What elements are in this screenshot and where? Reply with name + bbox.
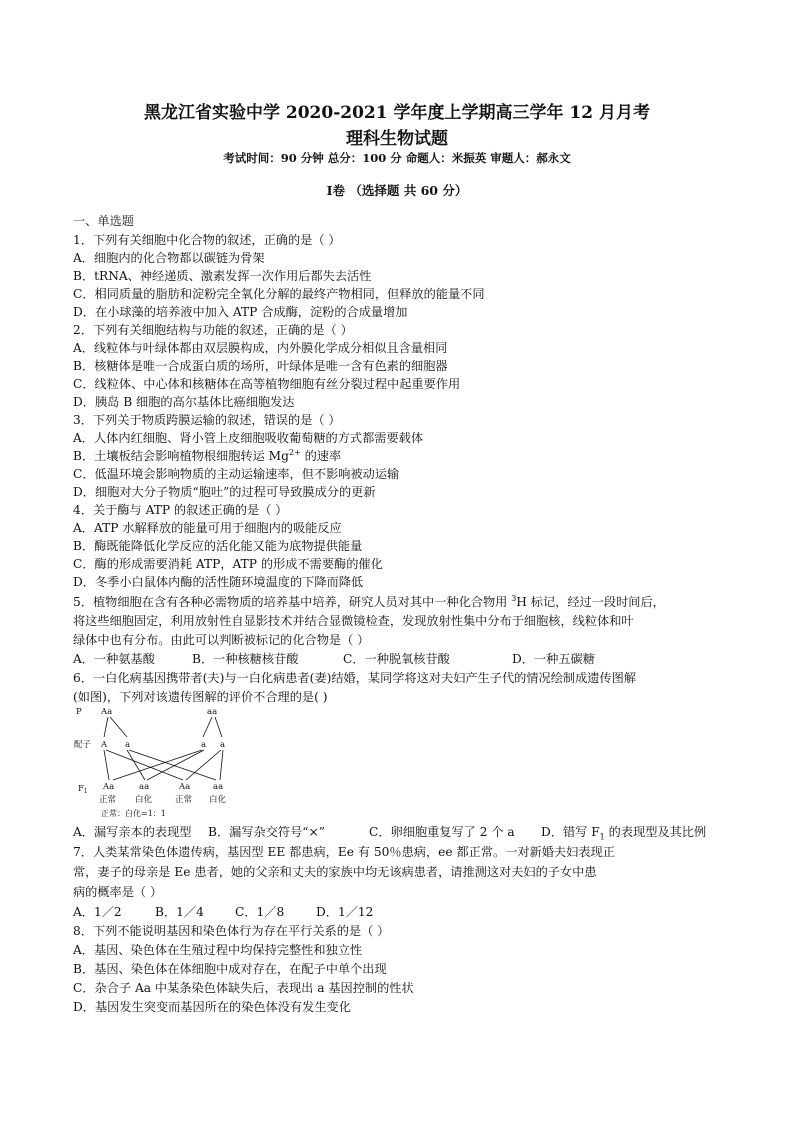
part-heading: Ⅰ卷 （选择题 共 60 分） — [326, 183, 468, 198]
exam-subtitle: 理科生物试题 — [346, 129, 448, 149]
question-1-option-a: A．细胞内的化合物都以碳链为骨架 — [73, 251, 265, 265]
diagram-gamete-a4: a — [220, 740, 226, 750]
question-6-option-b: B．漏写杂交符号“×” — [208, 825, 325, 839]
diagram-offspring-phenotype-1: 正常 — [99, 795, 117, 805]
question-1-stem: 1．下列有关细胞中化合物的叙述，正确的是（ ） — [73, 233, 341, 247]
diagram-offspring-genotype-3: Aa — [179, 782, 191, 792]
diagram-offspring-phenotype-3: 正常 — [175, 795, 193, 805]
question-4-option-b: B．酶既能降低化学反应的活化能又能为底物提供能量 — [73, 539, 363, 553]
question-7-line-1: 7．人类某常染色体遗传病，基因型 EE 都患病，Ee 有 50％患病，ee 都正常。一对新婚夫妇表现正 — [73, 845, 615, 859]
diagram-offspring-phenotype-4: 白化 — [209, 795, 227, 805]
question-7-line-3: 病的概率是（ ） — [73, 885, 163, 899]
question-2-stem: 2．下列有关细胞结构与功能的叙述，正确的是（ ） — [73, 323, 353, 337]
diagram-gamete-label: 配子 — [74, 740, 92, 750]
question-6-line-1: 6．一白化病基因携带者(夫)与一白化病患者(妻)结婚，某同学将这对夫妇产生子代的情况绘制成遗传图解 — [73, 671, 637, 685]
question-6-option-d: D．错写 $F_1$ 的表现型及其比例 — [541, 825, 707, 842]
question-6-option-c: C．卵细胞重复写了 2 个 a — [369, 825, 515, 839]
question-5-option-c: C．一种脱氧核苷酸 — [343, 652, 450, 666]
section-heading: 一、单选题 — [73, 214, 134, 228]
diagram-gamete-a2: a — [125, 740, 131, 750]
question-5-option-b: B．一种核糖核苷酸 — [192, 652, 299, 666]
question-4-option-a: A．ATP 水解释放的能量可用于细胞内的吸能反应 — [73, 521, 342, 535]
question-4-option-c: C．酶的形成需要消耗 ATP，ATP 的形成不需要酶的催化 — [73, 557, 383, 571]
question-3-option-b: B．土壤板结会影响植物根细胞转运 $Mg^{2+}$ 的速率 — [73, 447, 342, 463]
question-5-option-a: A．一种氨基酸 — [73, 652, 155, 666]
question-8-option-a: A．基因、染色体在生殖过程中均保持完整性和独立性 — [73, 943, 363, 957]
question-3-option-c: C．低温环境会影响物质的主动运输速率，但不影响被动运输 — [73, 467, 400, 481]
exam-info: 考试时间：90 分钟 总分：100 分 命题人：米振英 审题人：郝永文 — [223, 151, 571, 165]
exam-title: 黑龙江省实验中学 2020-2021 学年度上学期高三学年 12 月月考 — [143, 103, 650, 123]
question-2-option-b: B．核糖体是唯一合成蛋白质的场所，叶绿体是唯一含有色素的细胞器 — [73, 359, 448, 373]
diagram-gamete-a3: a — [201, 740, 207, 750]
question-6-line-2: (如图)，下列对该遗传图解的评价不合理的是( ) — [73, 690, 328, 704]
diagram-offspring-genotype-1: Aa — [103, 782, 115, 792]
diagram-p-label: P — [76, 707, 82, 717]
question-7-option-d: D．1／12 — [316, 905, 374, 919]
diagram-f1-label: $F_1$ — [78, 784, 88, 795]
question-2-option-c: C．线粒体、中心体和核糖体在高等植物细胞有丝分裂过程中起重要作用 — [73, 377, 461, 391]
question-1-option-c: C．相同质量的脂肪和淀粉完全氧化分解的最终产物相同，但释放的能量不同 — [73, 287, 485, 301]
question-5-line-3: 绿体中也有分布。由此可以判断被标记的化合物是（ ） — [73, 633, 370, 647]
question-7-line-2: 常，妻子的母亲是 Ee 患者，她的父亲和丈夫的家族中均无该病患者，请推测这对夫妇的子女中患 — [73, 865, 597, 879]
inheritance-diagram — [73, 703, 253, 819]
question-5-line-2: 将这些细胞固定，利用放射性自显影技术并结合显微镜检查，发现放射性集中分布于细胞核，线粒体和叶 — [73, 614, 634, 628]
question-8-option-d: D．基因发生突变而基因所在的染色体没有发生变化 — [73, 1000, 351, 1014]
question-7-option-b: B．1／4 — [155, 905, 204, 919]
diagram-parent-father: Aa — [101, 707, 113, 717]
diagram-parent-mother: aa — [207, 707, 218, 717]
question-2-option-a: A．线粒体与叶绿体都由双层膜构成，内外膜化学成分相似且含量相同 — [73, 341, 448, 355]
question-1-option-b: B．tRNA、神经递质、激素发挥一次作用后都失去活性 — [73, 269, 372, 283]
question-8-option-b: B．基因、染色体在体细胞中成对存在，在配子中单个出现 — [73, 962, 387, 976]
diagram-ratio: 正常：白化=1：1 — [101, 809, 166, 818]
diagram-offspring-genotype-2: aa — [139, 782, 150, 792]
question-3-stem: 3．下列关于物质跨膜运输的叙述，错误的是（ ） — [73, 413, 341, 427]
question-6-option-a: A．漏写亲本的表现型 — [73, 825, 192, 839]
question-5-option-d: D．一种五碳糖 — [512, 652, 595, 666]
question-3-option-a: A．人体内红细胞、肾小管上皮细胞吸收葡萄糖的方式都需要载体 — [73, 431, 424, 445]
question-4-stem: 4．关于酶与 ATP 的叙述正确的是（ ） — [73, 503, 288, 517]
diagram-gamete-a1: A — [101, 740, 108, 750]
question-4-option-d: D．冬季小白鼠体内酶的活性随环境温度的下降而降低 — [73, 575, 364, 589]
diagram-offspring-genotype-4: aa — [213, 782, 224, 792]
diagram-offspring-phenotype-2: 白化 — [135, 795, 153, 805]
question-5-line-1: 5．植物细胞在含有各种必需物质的培养基中培养，研究人员对其中一种化合物用 $^3$H 标记，经过一段时间后， — [73, 593, 665, 609]
question-7-option-a: A．1／2 — [73, 905, 122, 919]
question-8-stem: 8．下列不能说明基因和染色体行为存在平行关系的是（ ） — [73, 924, 390, 938]
question-2-option-d: D．胰岛 B 细胞的高尔基体比癌细胞发达 — [73, 395, 295, 409]
question-8-option-c: C．杂合子 Aa 中某条染色体缺失后，表现出 a 基因控制的性状 — [73, 981, 414, 995]
question-3-option-d: D．细胞对大分子物质“胞吐”的过程可导致膜成分的更新 — [73, 485, 376, 499]
question-1-option-d: D．在小球藻的培养液中加入 ATP 合成酶，淀粉的合成量增加 — [73, 305, 408, 319]
question-7-option-c: C．1／8 — [235, 905, 285, 919]
